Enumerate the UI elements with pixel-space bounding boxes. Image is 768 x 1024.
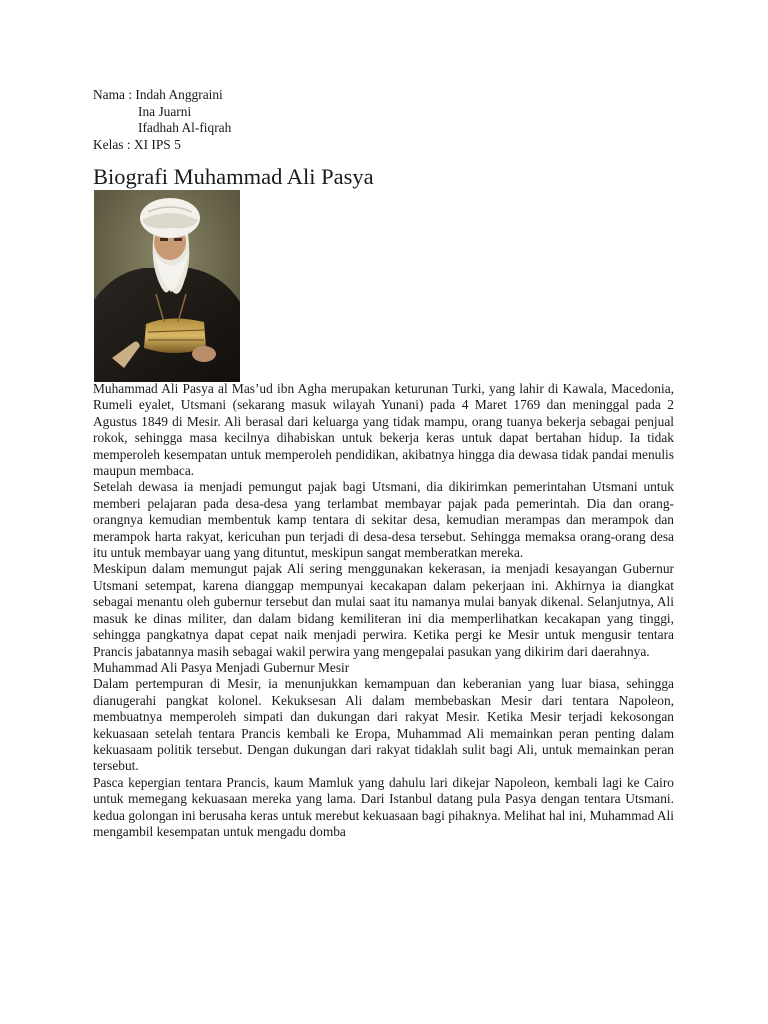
student-info: [93, 87, 231, 153]
class-row: [93, 137, 231, 154]
section-heading: Muhammad Ali Pasya Menjadi Gubernur Mesir: [93, 659, 350, 675]
student-name: Ifadhah Al-fiqrah: [138, 120, 232, 135]
paragraph: Pasca kepergian tentara Prancis, kaum Mamluk yang dahulu lari dikejar Napoleon, kembali lagi ke Cairo untuk memegang kekuasaan mereka yang lama. Dari Istanbul datang pula Pasya dengan tentara Utsmani. kedua golongan ini berusaha keras untuk merebut kekuasaan bagi pihaknya. Melihat hal ini, Muhammad Ali mengambil kesempatan untuk mengadu domba: [93, 774, 674, 839]
paragraph: Muhammad Ali Pasya al Mas’ud ibn Agha merupakan keturunan Turki, yang lahir di Kawala, Macedonia, Rumeli eyalet, Utsmani (sekarang masuk wilayah Yunani) pada 4 Maret 1769 dan meninggal pada 2 Agustus 1849 di Mesir. Ali berasal dari keluarga yang tidak mampu, orang tuanya bekerja sebagai penjual rokok, sehingga masa kecilnya dihabiskan untuk bekerja keras untuk dapat bertahan hidup. Ia tidak memperoleh kesempatan untuk memperoleh pendidikan, akibatnya hingga dia dewasa tidak pandai menulis maupun membaca.: [93, 381, 674, 479]
portrait-illustration: [94, 190, 240, 382]
paragraph: Meskipun dalam memungut pajak Ali sering menggunakan kekerasan, ia menjadi kesayangan Gubernur Utsmani setempat, karena dianggap mempunyai kecakapan dalam pekerjaan ini. Akhirnya ia diangkat sebagai menantu oleh gubernur tersebut dan mulai saat itu namanya mulai banyak dikenal. Selanjutnya, Ali masuk ke dinas militer, dan dalam bidang kemiliteran ini dia memperlihatkan kecakapan yang tinggi, sehingga pangkatnya dapat cepat naik menjadi perwira. Ketika pergi ke Mesir untuk mengusir tentara Prancis jabatannya masih sebagai wakil perwira yang mengepalai pasukan yang dikirim dari daerahnya.: [93, 561, 674, 659]
class-value: XI IPS 5: [133, 136, 181, 152]
student-name: Ina Juarni: [138, 103, 192, 119]
nama-label: Nama :: [93, 87, 136, 102]
biography-body: [93, 381, 674, 840]
kelas-label: Kelas :: [93, 136, 134, 152]
paragraph: Dalam pertempuran di Mesir, ia menunjukkan kemampuan dan keberanian yang luar biasa, sehingga dianugerahi pangkat kolonel. Kekuksesan Ali dalam membebaskan Mesir dari tentara Napoleon, membuatnya memperoleh simpati dan dukungan dari rakyat Mesir. Ketika Mesir terjadi kekosongan kekuasaan setelah tentara Prancis kembali ke Eropa, Muhammad Ali memainkan peran penting dalam kekuasaam politik tersebut. Dengan dukungan dari rakyat tidaklah sulit bagi Ali, untuk memainkan peran tersebut.: [93, 676, 674, 774]
paragraph: Setelah dewasa ia menjadi pemungut pajak bagi Utsmani, dia dikirimkan pemerintahan Utsmani untuk memberi pelajaran pada desa-desa yang terlambat membayar pajak pada pemerintah. Dia dan orang-orangnya kemudian membentuk kamp tentara di sekitar desa, kemudian merampas dan merampok dan merampok harta rakyat, kericuhan pun terjadi di desa-desa tersebut. Sehingga memaksa orang-orang desa itu untuk membayar uang yang dituntut, meskipun sangat memberatkan mereka.: [93, 479, 674, 561]
student-name: Indah Anggraini: [135, 87, 223, 102]
portrait-image: [94, 190, 240, 382]
document-title: Biografi Muhammad Ali Pasya: [93, 164, 374, 189]
name-row: [93, 87, 231, 104]
